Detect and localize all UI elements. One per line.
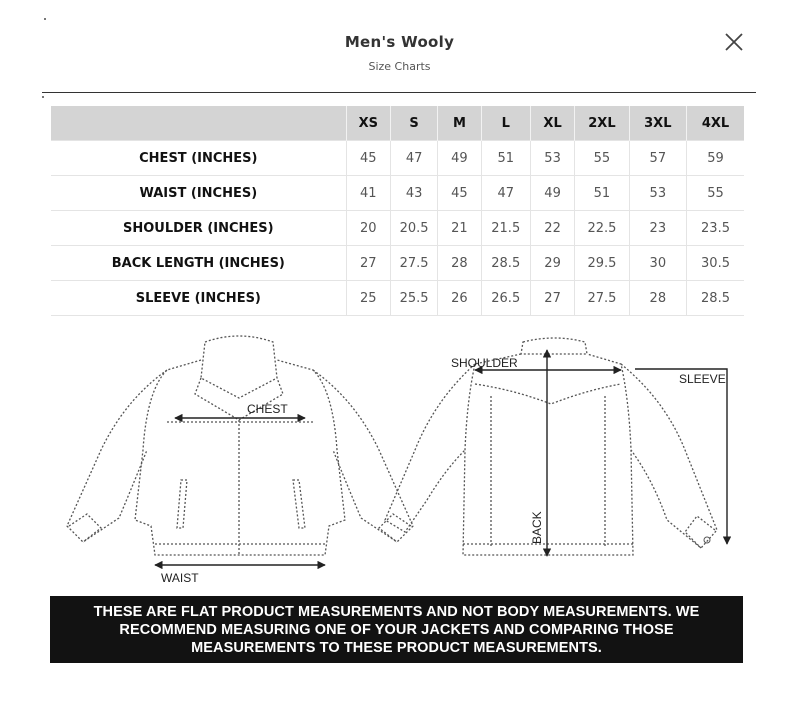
table-cell: 45 — [346, 141, 390, 176]
table-row — [51, 211, 744, 246]
table-cell: 55 — [687, 176, 744, 211]
table-cell: 47 — [481, 176, 530, 211]
table-cell: 20 — [346, 211, 390, 246]
header-divider — [42, 92, 756, 93]
table-cell: 51 — [481, 141, 530, 176]
table-cell: 28.5 — [687, 281, 744, 316]
table-cell: 22.5 — [575, 211, 629, 246]
row-label: SLEEVE (INCHES) — [51, 281, 346, 316]
modal-title: Men's Wooly — [344, 33, 455, 51]
table-cell: 25.5 — [390, 281, 437, 316]
column-header: XL — [530, 106, 574, 141]
row-label: SHOULDER (INCHES) — [51, 211, 346, 246]
table-cell: 57 — [629, 141, 686, 176]
table-cell: 45 — [438, 176, 481, 211]
chest-label: CHEST — [247, 402, 288, 416]
close-x-icon — [722, 30, 746, 54]
modal-subtitle: Size Charts — [368, 60, 431, 73]
table-cell: 22 — [530, 211, 574, 246]
table-header-row — [51, 106, 744, 141]
table-cell: 43 — [390, 176, 437, 211]
table-cell: 28 — [438, 246, 481, 281]
table-cell: 28.5 — [481, 246, 530, 281]
row-label: BACK LENGTH (INCHES) — [51, 246, 346, 281]
table-cell: 53 — [629, 176, 686, 211]
sleeve-label: SLEEVE — [679, 372, 726, 386]
table-cell: 41 — [346, 176, 390, 211]
table-cell: 29 — [530, 246, 574, 281]
table-cell: 29.5 — [575, 246, 629, 281]
table-cell: 49 — [438, 141, 481, 176]
column-header: S — [390, 106, 437, 141]
table-cell: 27 — [530, 281, 574, 316]
table-cell: 23 — [629, 211, 686, 246]
table-row — [51, 246, 744, 281]
table-cell: 53 — [530, 141, 574, 176]
column-header: 3XL — [629, 106, 686, 141]
row-label: CHEST (INCHES) — [51, 141, 346, 176]
table-row — [51, 176, 744, 211]
waist-label: WAIST — [161, 571, 199, 585]
table-cell: 26.5 — [481, 281, 530, 316]
table-cell: 27 — [346, 246, 390, 281]
table-cell: 21 — [438, 211, 481, 246]
table-cell: 21.5 — [481, 211, 530, 246]
table-cell: 20.5 — [390, 211, 437, 246]
column-header: L — [481, 106, 530, 141]
table-cell: 47 — [390, 141, 437, 176]
table-cell: 30.5 — [687, 246, 744, 281]
column-header: 4XL — [687, 106, 744, 141]
stray-dot — [44, 18, 46, 20]
table-cell: 55 — [575, 141, 629, 176]
close-button[interactable] — [722, 30, 746, 54]
table-cell: 51 — [575, 176, 629, 211]
stray-dot — [42, 96, 44, 98]
size-chart-table — [51, 106, 744, 316]
table-cell: 27.5 — [390, 246, 437, 281]
table-cell: 49 — [530, 176, 574, 211]
table-row — [51, 281, 744, 316]
table-cell: 28 — [629, 281, 686, 316]
column-header — [51, 106, 346, 141]
table-cell: 30 — [629, 246, 686, 281]
row-label: WAIST (INCHES) — [51, 176, 346, 211]
table-cell: 26 — [438, 281, 481, 316]
table-cell: 23.5 — [687, 211, 744, 246]
column-header: 2XL — [575, 106, 629, 141]
table-cell: 25 — [346, 281, 390, 316]
table-cell: 27.5 — [575, 281, 629, 316]
shoulder-label: SHOULDER — [451, 356, 518, 370]
column-header: M — [438, 106, 481, 141]
column-header: XS — [346, 106, 390, 141]
back-length-label: BACK — [530, 511, 544, 544]
jacket-measurement-diagram — [55, 330, 745, 588]
disclaimer-banner — [50, 596, 743, 663]
table-row — [51, 141, 744, 176]
jacket-front-drawing — [67, 336, 413, 556]
table-cell: 59 — [687, 141, 744, 176]
disclaimer-text: THESE ARE FLAT PRODUCT MEASUREMENTS AND NOT BODY MEASUREMENTS. WE RECOMMEND MEASURING ONE OF YOUR JACKETS AND COMPARING THOSE MEASUREMENTS TO THESE PRODUCT MEASUREMENTS. — [93, 603, 700, 656]
